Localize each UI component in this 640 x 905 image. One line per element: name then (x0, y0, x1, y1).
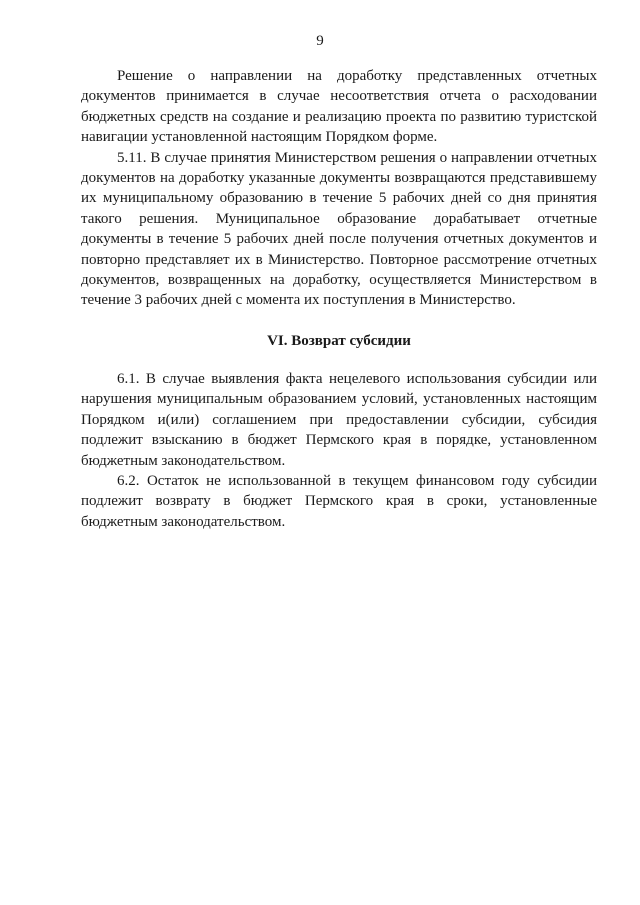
paragraph-6-2: 6.2. Остаток не использованной в текущем финансовом году субсидии подлежит возврату в бюджет Пермского края в сроки, установленные бюджетным законодательством. (81, 472, 597, 530)
document-body (81, 66, 597, 532)
paragraph-5-11: 5.11. В случае принятия Министерством решения о направлении отчетных документов на доработку указанные документы возвращаются представившему их муниципальному образованию в течение 5 рабочих дней со дня принятия такого решения. Муниципальное образование дорабатывает отчетные документы в течение 5 рабочих дней после получения отчетных документов и повторно представляет их в Министерство. Повторное рассмотрение отчетных документов, возвращенных на доработку, осуществляется Министерством в течение 3 рабочих дней с момента их поступления в Министерство. (81, 149, 597, 309)
paragraph-6-1: 6.1. В случае выявления факта нецелевого использования субсидии или нарушения муниципальным образованием условий, установленных настоящим Порядком и(или) соглашением при предоставлении субсидии, субсидия подлежит взысканию в бюджет Пермского края в порядке, установленном бюджетным законодательством. (81, 370, 597, 469)
section-heading: VI. Возврат субсидии (267, 332, 411, 349)
paragraph-return-decision: Решение о направлении на доработку представленных отчетных документов принимается в случае несоответствия отчета о расходовании бюджетных средств на создание и реализацию проекта по развитию туристской навигации установленной настоящим Порядком форме. (81, 68, 597, 146)
page-number: 9 (316, 33, 324, 49)
